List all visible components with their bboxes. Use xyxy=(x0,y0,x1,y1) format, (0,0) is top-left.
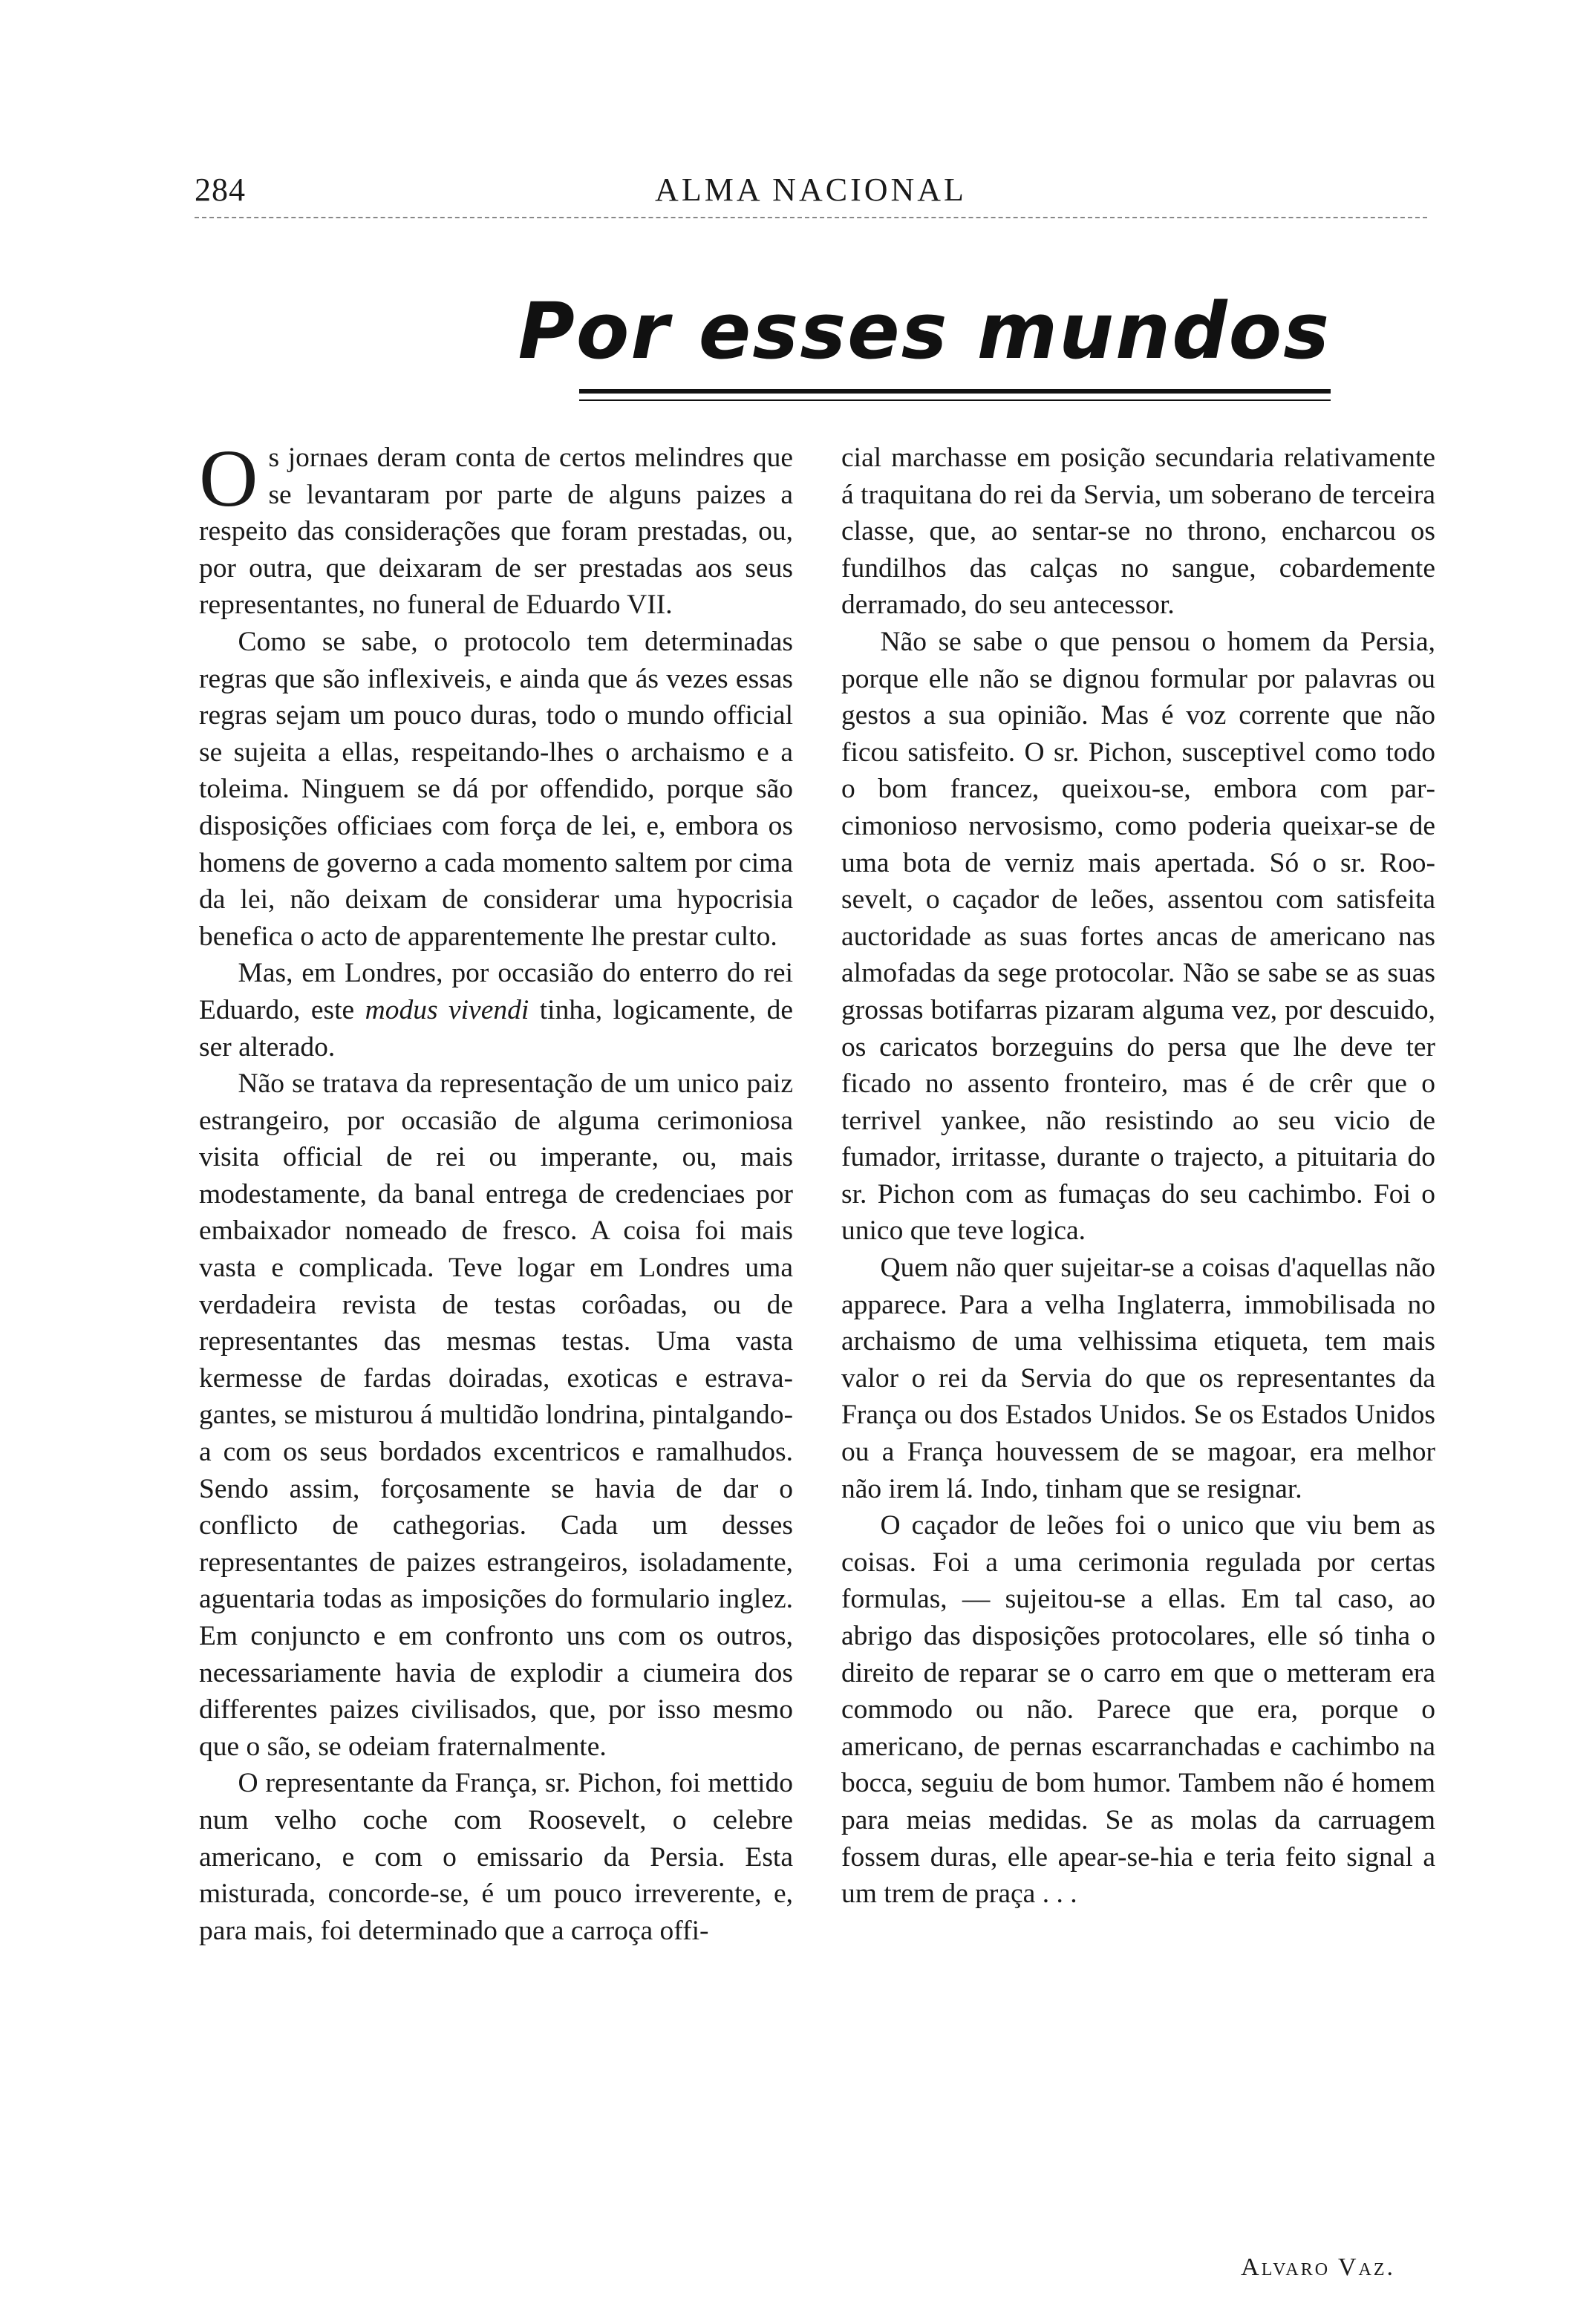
paragraph: Quem não quer sujeitar-se a coisas d'aquellas não apparece. Para a velha Inglaterra, immobilisada no archaismo de uma velhissima etiqueta, tem mais valor o rei da Servia do que os representantes da França ou dos Estados Unidos. Se os Estados Unidos ou a França houvessem de se magoar, era melhor não irem lá. Indo, tinham que se resignar. xyxy=(841,1253,1435,1504)
article-title: Por esses mundos xyxy=(518,286,1331,376)
header-divider xyxy=(195,217,1427,218)
running-head: ALMA NACIONAL xyxy=(655,172,967,208)
paragraph: O representante da França, sr. Pichon, foi mettido num velho coche com Roosevelt, o celebre americano, e com o emissario da Persia. Esta misturada, concorde-se, é um pouco irreverente, e, para mais, foi determinado que a carroça offi- xyxy=(199,1768,793,1946)
title-underline-thick xyxy=(579,389,1331,394)
paragraph: Não se sabe o que pensou o homem da Persia, porque elle não se dignou formular por palavras ou gestos a sua opinião. Mas é voz corrente que não ficou satisfeito. O sr. Pichon, susceptivel como todo o bom francez, queixou-se, embora com parcimonioso nervosismo, como poderia queixar-se de uma bota de verniz mais apertada. Só o sr. Roosevelt, o caçador de leões, assentou com satisfeita auctoridade as suas fortes ancas de americano nas almofadas da sege protocolar. Não se sabe se as suas grossas botifarras pizaram alguma vez, por descuido, os caricatos borzeguins do persa que lhe deve ter ficado no assento fronteiro, mas é de crêr que o terrivel yankee, não resistindo ao seu vicio de fumador, irritasse, durante o trajecto, a pituitaria do sr. Pichon com as fumaças do seu cachimbo. Foi o unico que teve logica. xyxy=(841,626,1435,1247)
paragraph xyxy=(199,955,793,1065)
title-underline-thin xyxy=(579,399,1331,401)
right-column xyxy=(841,440,1435,1913)
left-column xyxy=(199,433,794,1949)
author-signature: Alvaro Vaz. xyxy=(1241,2253,1395,2281)
drop-cap: O xyxy=(199,433,258,523)
paragraph-text: s jornaes deram conta de certos melindres que se levantaram por parte de alguns paizes a respeito das considerações que foram prestadas, ou, por outra, que deixaram de ser prestadas aos seus representantes, no funeral de Eduardo VII. xyxy=(199,443,793,621)
paragraph: cial marchasse em posição secundaria relativamente á traquitana do rei da Servia, um soberano de terceira classe, que, ao sentar-se no throno, encharcou os fundilhos das calças no sangue, cobardemente derramado, do seu antecessor. xyxy=(841,443,1435,621)
paragraph: Não se tratava da representação de um unico paiz estrangeiro, por occasião de alguma cerimoniosa visita official de rei ou imperante, ou, mais modestamente, da banal entrega de credenciaes por embaixador nomeado de fresco. A coisa foi mais vasta e complicada. Teve logar em Londres uma verdadeira revista de testas corôadas, ou de representantes das mesmas testas. Uma vasta kermesse de fardas doiradas, exoticas e estravagantes, se misturou á multidão londrina, pintalgando-a com os seus bordados excentricos e ramalhudos. Sendo assim, forçosamente se havia de dar o conflicto de cathegorias. Cada um desses representantes de paizes estrangeiros, isoladamente, aguentaria todas as imposições do formulario inglez. Em conjuncto e em confronto uns com os outros, necessariamente havia de explodir a ciumeira dos differentes paizes civilisados, que, por isso mesmo que o são, se odeiam fraternalmente. xyxy=(199,1068,793,1762)
paragraph-text: tinha, logicamente, de ser alterado. xyxy=(199,994,794,1063)
page-header xyxy=(195,171,1427,223)
italic-phrase: modus vivendi xyxy=(365,994,529,1025)
paragraph-text: Mas, em Londres, por occasião do enterro do rei Eduardo, este xyxy=(199,958,793,1025)
paragraph: O caçador de leões foi o unico que viu bem as coisas. Foi a uma cerimonia regulada por certas formulas, — sujeitou-se a ellas. Em tal caso, ao abrigo das disposições protocolares, elle só tinha o direito de reparar se o carro em que o metteram era commodo ou não. Parece que era, porque o americano, de pernas escarranchadas e cachimbo na bocca, seguiu de bom humor. Tambem não é homem para meias medidas. Se as molas da carruagem fossem duras, elle apear-se-hia e teria feito signal a um trem de praça . . . xyxy=(841,1510,1435,1910)
page-number: 284 xyxy=(195,172,246,208)
paragraph: Como se sabe, o protocolo tem determinadas regras que são inflexiveis, e ainda que ás vezes essas regras sejam um pouco duras, todo o mundo official se sujeita a ellas, respeitando-lhes o archaismo e a toleima. Ninguem se dá por offendido, porque são disposições officiaes com força de lei, e, embora os homens de governo a cada momento saltem por cima da lei, não deixam de considerar uma hypocrisia benefica o acto de apparentemente lhe prestar culto. xyxy=(199,626,793,952)
paragraph xyxy=(199,433,793,624)
